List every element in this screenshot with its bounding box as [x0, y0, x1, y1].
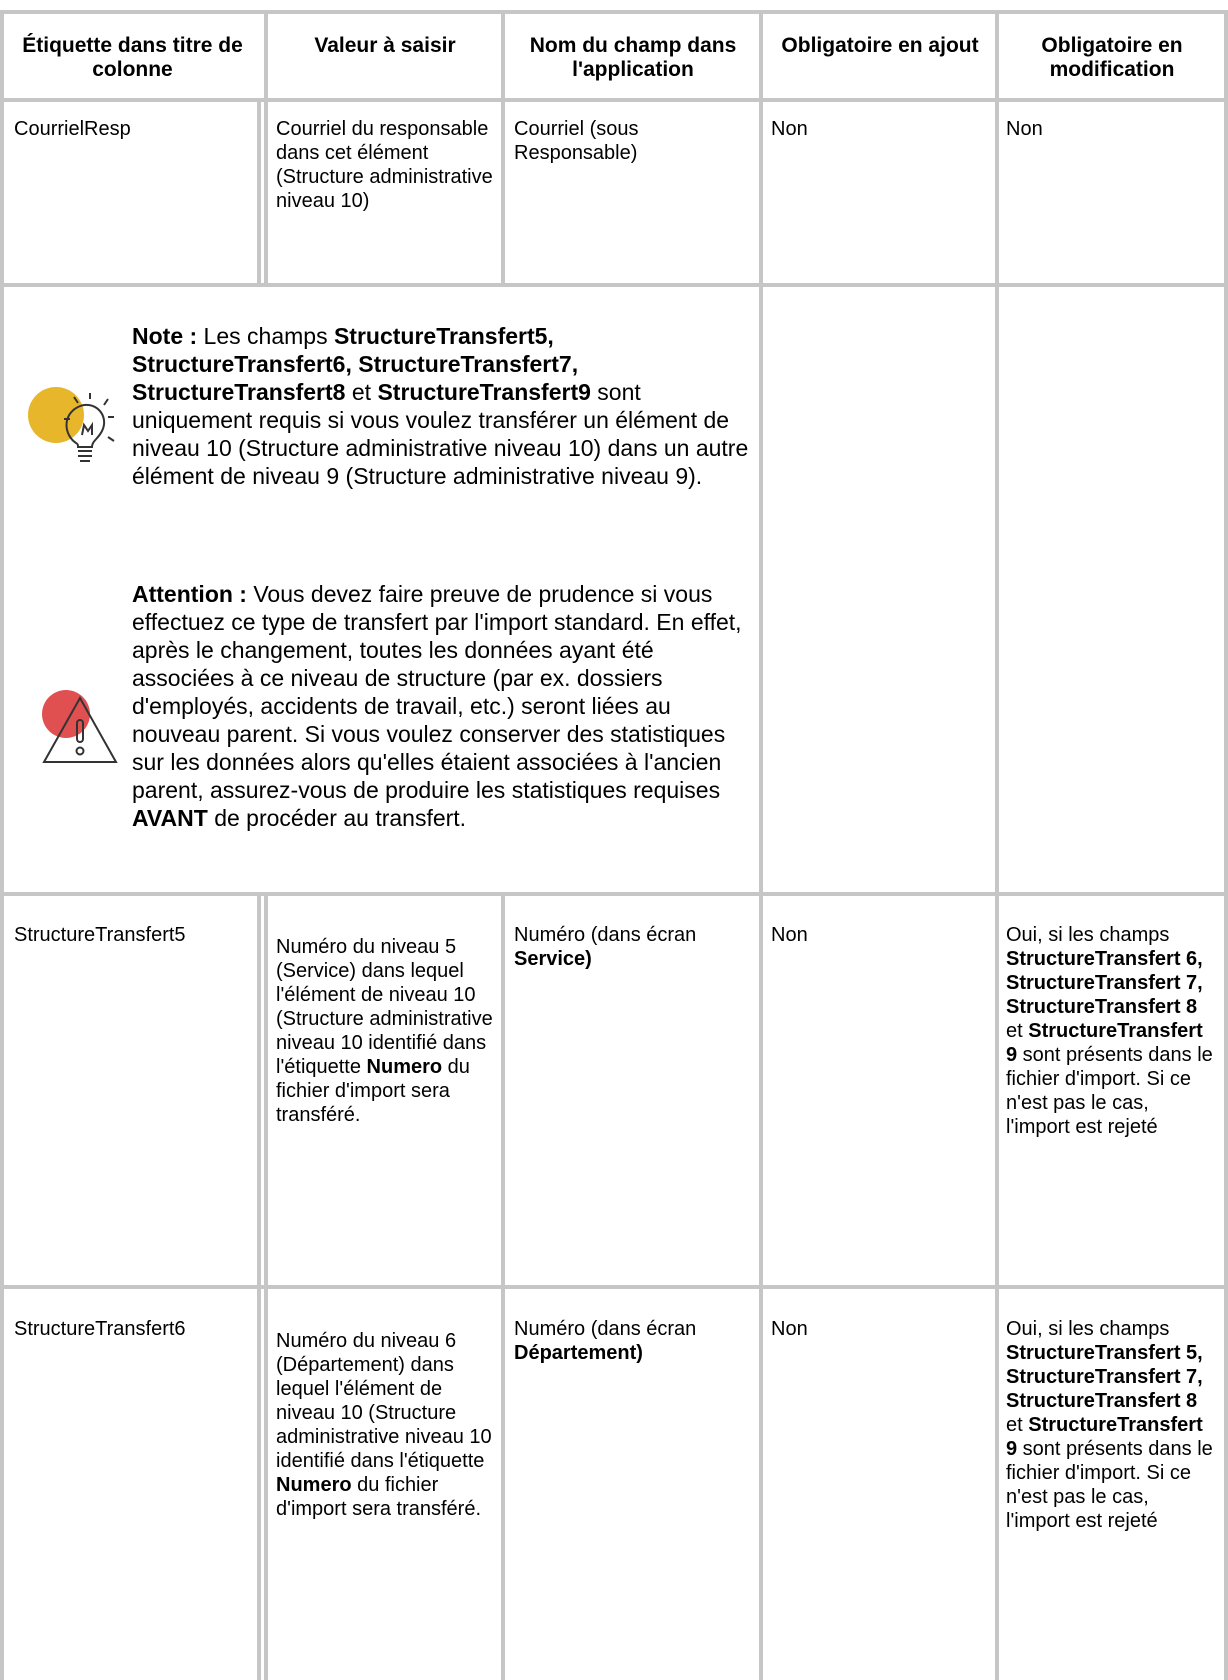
note-text-2: sont uniquement requis si vous voulez transférer un élément de niveau 10 (Structure administrative niveau 10) dans un autre élément de niveau 9 (Structure administrative niveau 9). [132, 379, 749, 489]
table-row-label: CourrielResp [14, 118, 131, 140]
attention-text-1: Vous devez faire preuve de prudence si vous effectuez ce type de transfert par l'import standard. En effet, après le changement, toutes les données ayant été associées à ce niveau de structure (par ex. dossiers d'employés, accidents de travail, etc.) seront liées au nouveau parent. Si vous voulez conserver des statistiques sur les données alors qu'elles étaient associées à l'ancien parent, assurez-vous de produire les statistiques requises [132, 581, 742, 803]
note-label: Note : [132, 323, 198, 349]
field-structure-7: StructureTransfert7, [358, 351, 579, 377]
modify-field-b: StructureTransfert 7, [1006, 1366, 1203, 1388]
value-bold: Numero [366, 1056, 443, 1078]
table-row-label: StructureTransfert6 [14, 1318, 186, 1340]
modify-text-2: sont présents dans le fichier d'import. Si ce n'est pas le cas, l'import est rejeté [1006, 1044, 1213, 1138]
value-bold: Numero [276, 1474, 352, 1496]
field-structure-8: StructureTransfert8 [132, 379, 346, 405]
lightbulb-icon [26, 385, 116, 475]
table-row-value [276, 1329, 498, 1521]
modify-text-1: Oui, si les champs [1006, 1318, 1170, 1340]
table-row-modify: Non [1006, 118, 1043, 140]
modify-text-2: sont présents dans le fichier d'import. Si ce n'est pas le cas, l'import est rejeté [1006, 1438, 1213, 1532]
field-text: Numéro (dans écran [514, 1318, 697, 1340]
field-structure-5: StructureTransfert5, [333, 323, 554, 349]
attention-label: Attention : [132, 581, 247, 607]
modify-field-d: StructureTransfert 9 [1006, 1020, 1203, 1066]
table-row-modify [1006, 1317, 1218, 1533]
table-row-add: Non [771, 924, 808, 946]
header-label-column: Étiquette dans titre de colonne [22, 34, 243, 81]
modify-field-a: StructureTransfert 6, [1006, 948, 1203, 970]
table-row-field [514, 923, 754, 971]
header-add-column: Obligatoire en ajout [781, 34, 979, 57]
modify-text-1: Oui, si les champs [1006, 924, 1170, 946]
value-text-2: du fichier d'import sera transféré. [276, 1056, 470, 1126]
note-et: et [345, 379, 378, 405]
modify-field-c: StructureTransfert 8 [1006, 996, 1198, 1018]
header-value-column: Valeur à saisir [314, 34, 456, 57]
table-row-add: Non [771, 118, 808, 140]
modify-field-a: StructureTransfert 5, [1006, 1342, 1203, 1364]
field-structure-9: StructureTransfert9 [377, 379, 591, 405]
modify-field-c: StructureTransfert 8 [1006, 1390, 1198, 1412]
header-field-column: Nom du champ dans l'application [529, 34, 737, 81]
table-row-add: Non [771, 1318, 808, 1340]
field-bold: Service) [514, 948, 592, 970]
modify-field-d: StructureTransfert 9 [1006, 1414, 1203, 1460]
field-bold: Département) [514, 1342, 643, 1364]
modify-field-b: StructureTransfert 7, [1006, 972, 1203, 994]
attention-avant: AVANT [132, 805, 208, 831]
note-text-1: Les champs [197, 323, 334, 349]
field-structure-6: StructureTransfert6, [132, 351, 352, 377]
attention-text [132, 580, 752, 832]
warning-icon [40, 690, 120, 770]
modify-et: et [1006, 1020, 1029, 1042]
table-row-field [514, 1317, 754, 1365]
table-row-value [276, 935, 498, 1127]
table-row-modify [1006, 923, 1218, 1139]
note-text [132, 322, 752, 490]
value-text-1: Numéro du niveau 5 (Service) dans lequel l'élément de niveau 10 (Structure administrative niveau 10 identifié dans l'étiquette [276, 936, 493, 1078]
value-text-2: du fichier d'import sera transféré. [276, 1474, 482, 1520]
modify-et: et [1006, 1414, 1029, 1436]
value-text-1: Numéro du niveau 6 (Département) dans lequel l'élément de niveau 10 (Structure administrative niveau 10 identifié dans l'étiquette [276, 1330, 492, 1472]
table-row-value: Courriel du responsable dans cet élément (Structure administrative niveau 10) [276, 118, 493, 212]
field-text: Numéro (dans écran [514, 924, 697, 946]
table-row-label: StructureTransfert5 [14, 924, 186, 946]
header-modify-column: Obligatoire en modification [1041, 34, 1183, 81]
table-row-field: Courriel (sous Responsable) [514, 118, 639, 164]
attention-text-2: de procéder au transfert. [207, 805, 467, 831]
